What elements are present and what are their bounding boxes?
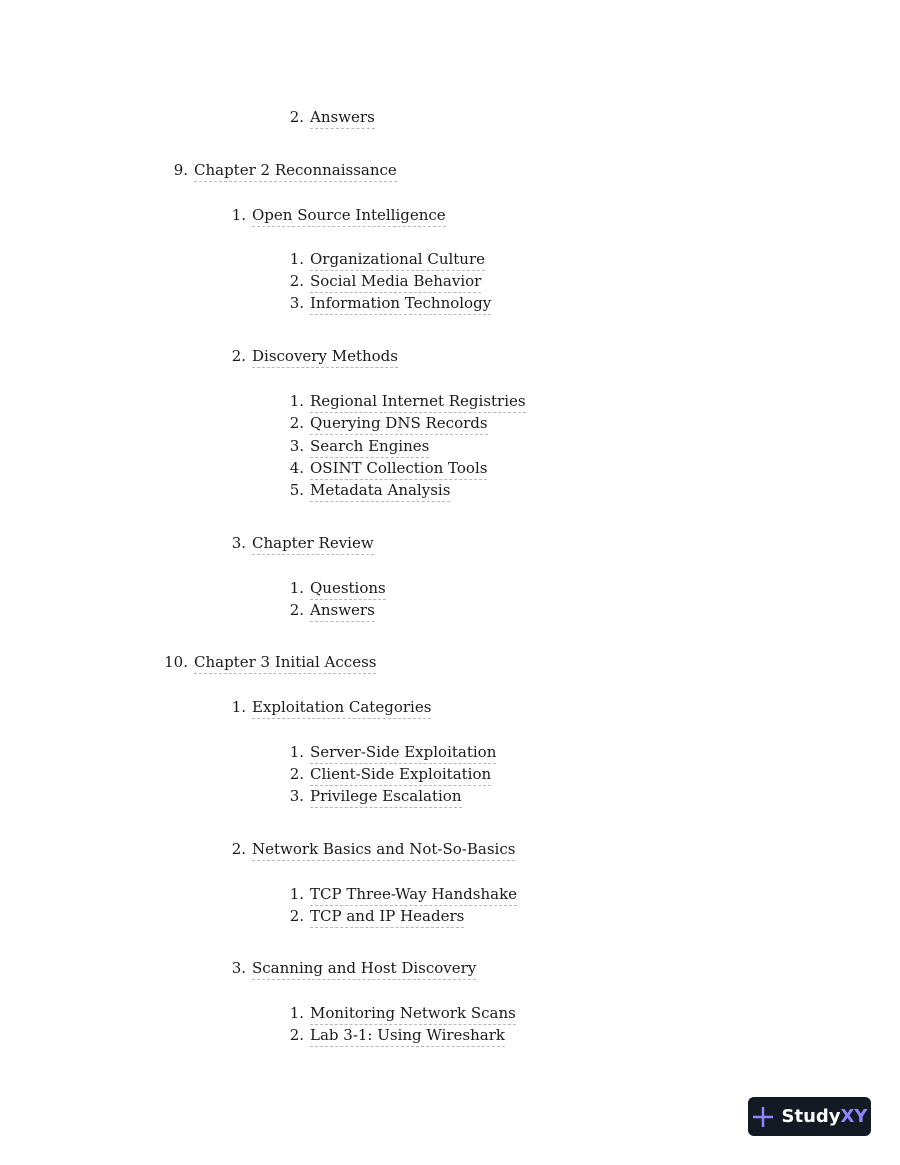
toc-link-level-2[interactable]: Discovery Methods: [252, 346, 398, 368]
toc-item-number: 2.: [289, 765, 304, 783]
toc-link-level-3[interactable]: TCP Three-Way Handshake: [310, 884, 517, 906]
toc-item-number: 2.: [289, 272, 304, 290]
toc-item-number: 1.: [231, 206, 246, 224]
toc-link-level-3[interactable]: Organizational Culture: [310, 249, 485, 271]
toc-link-level-3[interactable]: Client-Side Exploitation: [310, 764, 491, 786]
plus-icon: [752, 1106, 774, 1128]
toc-link-level-3[interactable]: Answers: [310, 600, 375, 622]
studyxy-logo-badge[interactable]: [748, 1097, 871, 1136]
toc-link-level-3[interactable]: TCP and IP Headers: [310, 906, 464, 928]
toc-item-number: 9.: [173, 161, 188, 179]
toc-link-level-2[interactable]: Exploitation Categories: [252, 697, 431, 719]
toc-link-level-3[interactable]: Information Technology: [310, 293, 491, 315]
toc-item-number: 2.: [289, 414, 304, 432]
toc-link-level-3[interactable]: Monitoring Network Scans: [310, 1003, 516, 1025]
toc-item-number: 3.: [231, 534, 246, 552]
toc-item-number: 2.: [289, 907, 304, 925]
toc-link-level-3[interactable]: Querying DNS Records: [310, 413, 488, 435]
toc-link-level-2[interactable]: Scanning and Host Discovery: [252, 958, 476, 980]
toc-link-level-3[interactable]: Privilege Escalation: [310, 786, 462, 808]
toc-item-number: 2.: [231, 347, 246, 365]
toc-item-number: 5.: [289, 481, 304, 499]
toc-link-level-3[interactable]: Metadata Analysis: [310, 480, 450, 502]
toc-link-level-3[interactable]: Questions: [310, 578, 386, 600]
toc-link-level-3[interactable]: Social Media Behavior: [310, 271, 481, 293]
toc-item-number: 1.: [289, 1004, 304, 1022]
toc-item-number: 2.: [289, 601, 304, 619]
toc-link-level-2[interactable]: Network Basics and Not-So-Basics: [252, 839, 515, 861]
toc-item-number: 4.: [289, 459, 304, 477]
toc-item-number: 1.: [289, 885, 304, 903]
toc-item-number: 10.: [164, 653, 188, 671]
toc-link-level-3[interactable]: Regional Internet Registries: [310, 391, 526, 413]
toc-item-number: 2.: [289, 1026, 304, 1044]
toc-link-level-3[interactable]: Lab 3-1: Using Wireshark: [310, 1025, 505, 1047]
toc-item-number: 1.: [289, 392, 304, 410]
toc-item-number: 1.: [289, 579, 304, 597]
toc-item-number: 3.: [231, 959, 246, 977]
toc-item-number: 1.: [289, 250, 304, 268]
toc-link-level-3[interactable]: Search Engines: [310, 436, 429, 458]
toc-item-number: 3.: [289, 437, 304, 455]
toc-item-number: 3.: [289, 787, 304, 805]
toc-link-level-1[interactable]: Chapter 3 Initial Access: [194, 652, 376, 674]
toc-item-number: 2.: [231, 840, 246, 858]
toc-link-level-3[interactable]: Answers: [310, 107, 375, 129]
toc-item-number: 2.: [289, 108, 304, 126]
toc-item-number: 1.: [289, 743, 304, 761]
toc-link-level-2[interactable]: Chapter Review: [252, 533, 374, 555]
toc-link-level-2[interactable]: Open Source Intelligence: [252, 205, 446, 227]
toc-link-level-3[interactable]: Server-Side Exploitation: [310, 742, 496, 764]
brand-name: StudyXY: [781, 1106, 868, 1127]
toc-item-number: 3.: [289, 294, 304, 312]
toc-item-number: 1.: [231, 698, 246, 716]
toc-link-level-1[interactable]: Chapter 2 Reconnaissance: [194, 160, 397, 182]
toc-link-level-3[interactable]: OSINT Collection Tools: [310, 458, 487, 480]
